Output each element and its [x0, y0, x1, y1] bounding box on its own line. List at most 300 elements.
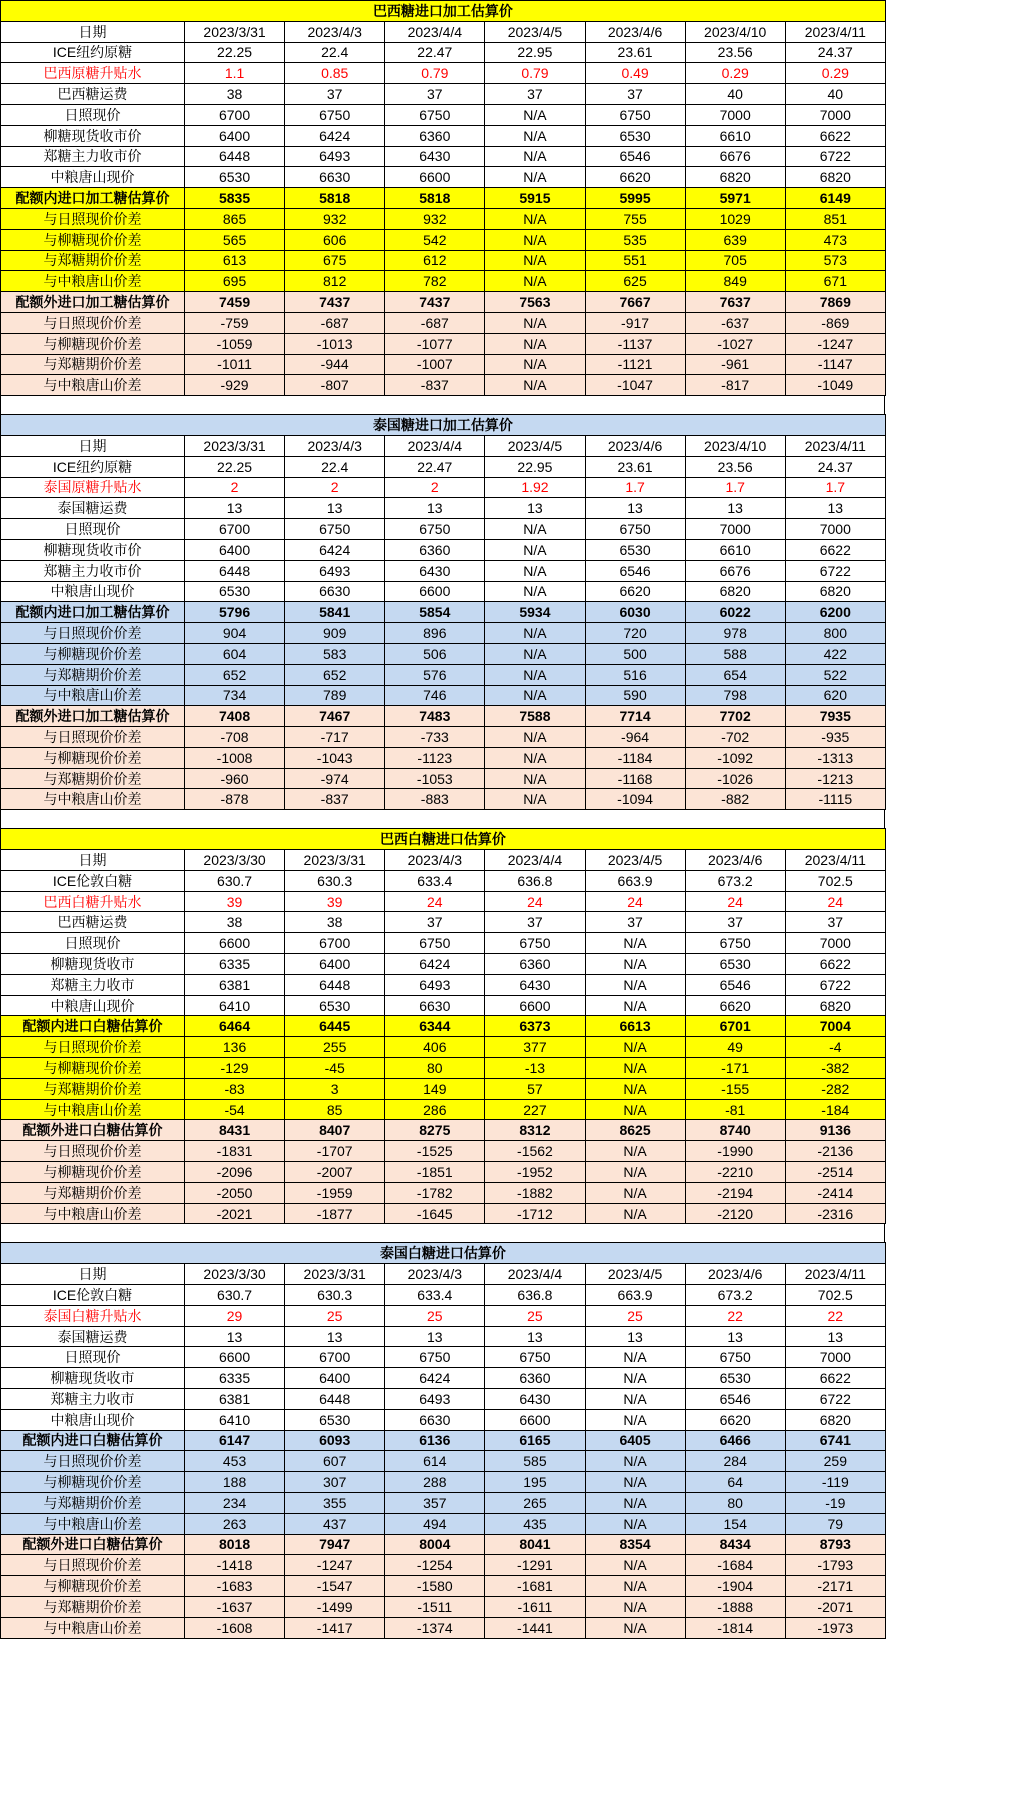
- value-cell: -1168: [585, 768, 685, 789]
- value-cell: 29: [185, 1305, 285, 1326]
- value-cell: 978: [685, 623, 785, 644]
- row-label: 配额外进口白糖估算价: [1, 1120, 185, 1141]
- row-label: 配额内进口白糖估算价: [1, 1016, 185, 1037]
- value-cell: 6700: [285, 1347, 385, 1368]
- value-cell: 8004: [385, 1534, 485, 1555]
- value-cell: 6405: [585, 1430, 685, 1451]
- value-cell: N/A: [485, 685, 585, 706]
- value-cell: 6530: [185, 581, 285, 602]
- date-header-cell: 2023/4/6: [685, 1264, 785, 1285]
- value-cell: -837: [285, 789, 385, 810]
- row-label: 配额内进口白糖估算价: [1, 1430, 185, 1451]
- value-cell: -382: [785, 1058, 885, 1079]
- value-cell: -929: [185, 375, 285, 396]
- table-row: [1, 870, 886, 891]
- value-cell: 8275: [385, 1120, 485, 1141]
- value-cell: -1094: [585, 789, 685, 810]
- value-cell: 932: [385, 208, 485, 229]
- row-label: 与日照现价价差: [1, 312, 185, 333]
- value-cell: 7437: [385, 292, 485, 313]
- value-cell: -1511: [385, 1596, 485, 1617]
- value-cell: 800: [785, 623, 885, 644]
- value-cell: 307: [285, 1472, 385, 1493]
- value-cell: N/A: [585, 1576, 685, 1597]
- value-cell: N/A: [585, 1617, 685, 1638]
- value-cell: 6200: [785, 602, 885, 623]
- table-row: [1, 1596, 886, 1617]
- date-header-cell: 2023/4/10: [685, 435, 785, 456]
- value-cell: -1013: [285, 333, 385, 354]
- value-cell: 13: [585, 1326, 685, 1347]
- table-row: [1, 933, 886, 954]
- value-cell: 6022: [685, 602, 785, 623]
- value-cell: -1247: [785, 333, 885, 354]
- date-header-cell: 2023/4/11: [785, 850, 885, 871]
- value-cell: 7000: [785, 104, 885, 125]
- row-label: 巴西糖运费: [1, 84, 185, 105]
- value-cell: -184: [785, 1099, 885, 1120]
- value-cell: 6335: [185, 954, 285, 975]
- value-cell: 506: [385, 643, 485, 664]
- table-row: [1, 1430, 886, 1451]
- value-cell: 542: [385, 229, 485, 250]
- value-cell: -282: [785, 1078, 885, 1099]
- row-label: 与郑糖期价价差: [1, 1492, 185, 1513]
- value-cell: -687: [385, 312, 485, 333]
- value-cell: 13: [285, 1326, 385, 1347]
- value-cell: N/A: [585, 1409, 685, 1430]
- table-row: [1, 602, 886, 623]
- row-label: 配额内进口加工糖估算价: [1, 602, 185, 623]
- value-cell: 1029: [685, 208, 785, 229]
- table-row: [1, 1409, 886, 1430]
- value-cell: 6700: [185, 104, 285, 125]
- value-cell: -878: [185, 789, 285, 810]
- value-cell: 6600: [185, 1347, 285, 1368]
- value-cell: 5818: [285, 188, 385, 209]
- value-cell: 40: [685, 84, 785, 105]
- row-label: 配额外进口加工糖估算价: [1, 706, 185, 727]
- table-row: [1, 63, 886, 84]
- value-cell: 13: [385, 1326, 485, 1347]
- date-header-cell: 2023/4/4: [485, 850, 585, 871]
- row-label: 与郑糖期价价差: [1, 1182, 185, 1203]
- value-cell: -1684: [685, 1555, 785, 1576]
- value-cell: 6410: [185, 995, 285, 1016]
- value-cell: 0.49: [585, 63, 685, 84]
- value-cell: -1637: [185, 1596, 285, 1617]
- table-row: [1, 1472, 886, 1493]
- value-cell: 13: [785, 498, 885, 519]
- value-cell: 188: [185, 1472, 285, 1493]
- row-label: 日期: [1, 1264, 185, 1285]
- value-cell: 583: [285, 643, 385, 664]
- value-cell: 6750: [585, 104, 685, 125]
- value-cell: 6820: [685, 167, 785, 188]
- value-cell: 6546: [585, 146, 685, 167]
- date-header-cell: 2023/3/30: [185, 1264, 285, 1285]
- table-row: [1, 1120, 886, 1141]
- value-cell: -2414: [785, 1182, 885, 1203]
- value-cell: -1115: [785, 789, 885, 810]
- value-cell: -81: [685, 1099, 785, 1120]
- row-label: 与柳糖现价价差: [1, 1576, 185, 1597]
- value-cell: N/A: [485, 104, 585, 125]
- value-cell: 37: [385, 912, 485, 933]
- value-cell: 22.25: [185, 42, 285, 63]
- table-row: [1, 581, 886, 602]
- value-cell: 6546: [685, 1389, 785, 1410]
- value-cell: 37: [485, 912, 585, 933]
- row-label: 与郑糖期价价差: [1, 354, 185, 375]
- row-label: 与郑糖期价价差: [1, 664, 185, 685]
- date-header-cell: 2023/3/30: [185, 850, 285, 871]
- date-header-cell: 2023/3/31: [285, 850, 385, 871]
- price-table: [0, 1242, 886, 1638]
- value-cell: N/A: [585, 1451, 685, 1472]
- value-cell: -1547: [285, 1576, 385, 1597]
- section-title: 巴西糖进口加工估算价: [1, 1, 886, 22]
- value-cell: -1952: [485, 1162, 585, 1183]
- value-cell: 7437: [285, 292, 385, 313]
- value-cell: 8018: [185, 1534, 285, 1555]
- value-cell: 23.61: [585, 456, 685, 477]
- value-cell: -1047: [585, 375, 685, 396]
- value-cell: -1137: [585, 333, 685, 354]
- value-cell: 5796: [185, 602, 285, 623]
- value-cell: -1441: [485, 1617, 585, 1638]
- table-row: [1, 1305, 886, 1326]
- value-cell: 25: [385, 1305, 485, 1326]
- value-cell: 494: [385, 1513, 485, 1534]
- value-cell: N/A: [485, 208, 585, 229]
- date-header-cell: 2023/3/31: [185, 21, 285, 42]
- value-cell: 0.79: [485, 63, 585, 84]
- value-cell: 6448: [285, 974, 385, 995]
- value-cell: 8041: [485, 1534, 585, 1555]
- table-row: [1, 188, 886, 209]
- date-header-cell: 2023/4/4: [385, 435, 485, 456]
- row-label: 日期: [1, 21, 185, 42]
- value-cell: 22.95: [485, 42, 585, 63]
- value-cell: 24: [385, 891, 485, 912]
- value-cell: 636.8: [485, 870, 585, 891]
- value-cell: 6530: [285, 1409, 385, 1430]
- table-row: [1, 1492, 886, 1513]
- value-cell: -45: [285, 1058, 385, 1079]
- table-row: [1, 1099, 886, 1120]
- row-label: 郑糖主力收市: [1, 1389, 185, 1410]
- value-cell: 7667: [585, 292, 685, 313]
- header-row: [1, 435, 886, 456]
- value-cell: N/A: [585, 974, 685, 995]
- value-cell: 227: [485, 1099, 585, 1120]
- value-cell: 24: [685, 891, 785, 912]
- value-cell: 6149: [785, 188, 885, 209]
- value-cell: 7714: [585, 706, 685, 727]
- row-label: 柳糖现货收市价: [1, 539, 185, 560]
- value-cell: 22.4: [285, 456, 385, 477]
- value-cell: 705: [685, 250, 785, 271]
- value-cell: 195: [485, 1472, 585, 1493]
- value-cell: 284: [685, 1451, 785, 1472]
- value-cell: -917: [585, 312, 685, 333]
- value-cell: 6676: [685, 146, 785, 167]
- date-header-cell: 2023/3/31: [185, 435, 285, 456]
- value-cell: N/A: [485, 519, 585, 540]
- value-cell: 13: [185, 1326, 285, 1347]
- value-cell: N/A: [585, 1203, 685, 1224]
- value-cell: 654: [685, 664, 785, 685]
- value-cell: 6493: [285, 560, 385, 581]
- value-cell: 652: [285, 664, 385, 685]
- value-cell: 633.4: [385, 1285, 485, 1306]
- value-cell: N/A: [485, 250, 585, 271]
- value-cell: 607: [285, 1451, 385, 1472]
- value-cell: -1707: [285, 1141, 385, 1162]
- value-cell: -13: [485, 1058, 585, 1079]
- value-cell: 6630: [385, 995, 485, 1016]
- value-cell: 6750: [385, 1347, 485, 1368]
- value-cell: 8625: [585, 1120, 685, 1141]
- value-cell: -1831: [185, 1141, 285, 1162]
- row-label: 柳糖现货收市: [1, 1368, 185, 1389]
- value-cell: 663.9: [585, 870, 685, 891]
- table-row: [1, 354, 886, 375]
- table-row: [1, 104, 886, 125]
- value-cell: 6741: [785, 1430, 885, 1451]
- value-cell: 6466: [685, 1430, 785, 1451]
- table-row: [1, 1389, 886, 1410]
- value-cell: 6750: [485, 1347, 585, 1368]
- date-header-cell: 2023/4/10: [685, 21, 785, 42]
- value-cell: 64: [685, 1472, 785, 1493]
- value-cell: 6622: [785, 125, 885, 146]
- value-cell: 37: [785, 912, 885, 933]
- value-cell: 630.7: [185, 870, 285, 891]
- value-cell: 22: [685, 1305, 785, 1326]
- value-cell: 37: [485, 84, 585, 105]
- value-cell: 255: [285, 1037, 385, 1058]
- row-label: 与日照现价价差: [1, 727, 185, 748]
- value-cell: -1814: [685, 1617, 785, 1638]
- value-cell: 22.47: [385, 456, 485, 477]
- value-cell: 6622: [785, 1368, 885, 1389]
- table-row: [1, 1016, 886, 1037]
- value-cell: 6610: [685, 539, 785, 560]
- value-cell: -1782: [385, 1182, 485, 1203]
- value-cell: N/A: [585, 1389, 685, 1410]
- value-cell: 0.29: [785, 63, 885, 84]
- value-cell: -1793: [785, 1555, 885, 1576]
- value-cell: 1.7: [585, 477, 685, 498]
- value-cell: 702.5: [785, 870, 885, 891]
- value-cell: 1.7: [685, 477, 785, 498]
- value-cell: 6360: [485, 1368, 585, 1389]
- row-label: 与郑糖期价价差: [1, 768, 185, 789]
- value-cell: 7000: [685, 104, 785, 125]
- value-cell: 6750: [685, 933, 785, 954]
- date-header-cell: 2023/4/6: [585, 21, 685, 42]
- row-label: 中粮唐山现价: [1, 995, 185, 1016]
- value-cell: -2050: [185, 1182, 285, 1203]
- value-cell: 782: [385, 271, 485, 292]
- value-cell: 636.8: [485, 1285, 585, 1306]
- price-section: [0, 828, 885, 1224]
- table-row: [1, 685, 886, 706]
- row-label: 与柳糖现价价差: [1, 643, 185, 664]
- value-cell: -1313: [785, 747, 885, 768]
- value-cell: 422: [785, 643, 885, 664]
- value-cell: 6750: [385, 519, 485, 540]
- row-label: 与日照现价价差: [1, 1555, 185, 1576]
- value-cell: 7563: [485, 292, 585, 313]
- value-cell: 6750: [385, 933, 485, 954]
- table-row: [1, 167, 886, 188]
- value-cell: -54: [185, 1099, 285, 1120]
- value-cell: 6620: [585, 581, 685, 602]
- row-label: ICE纽约原糖: [1, 456, 185, 477]
- value-cell: N/A: [585, 1347, 685, 1368]
- price-section: [0, 1242, 885, 1638]
- value-cell: 7000: [785, 933, 885, 954]
- value-cell: 7637: [685, 292, 785, 313]
- value-cell: 25: [585, 1305, 685, 1326]
- date-header-cell: 2023/4/4: [485, 1264, 585, 1285]
- value-cell: 6430: [385, 560, 485, 581]
- row-label: 柳糖现货收市: [1, 954, 185, 975]
- value-cell: 13: [685, 1326, 785, 1347]
- value-cell: -717: [285, 727, 385, 748]
- value-cell: -2194: [685, 1182, 785, 1203]
- header-row: [1, 21, 886, 42]
- value-cell: -2021: [185, 1203, 285, 1224]
- section-spacer: [0, 810, 885, 828]
- value-cell: -702: [685, 727, 785, 748]
- value-cell: -1611: [485, 1596, 585, 1617]
- table-row: [1, 1203, 886, 1224]
- value-cell: 13: [485, 1326, 585, 1347]
- value-cell: 8740: [685, 1120, 785, 1141]
- table-row: [1, 1162, 886, 1183]
- value-cell: -1007: [385, 354, 485, 375]
- price-table: [0, 0, 886, 396]
- value-cell: 6030: [585, 602, 685, 623]
- value-cell: 6820: [785, 581, 885, 602]
- value-cell: -1683: [185, 1576, 285, 1597]
- price-section: [0, 414, 885, 810]
- value-cell: 663.9: [585, 1285, 685, 1306]
- value-cell: 1.7: [785, 477, 885, 498]
- value-cell: 639: [685, 229, 785, 250]
- row-label: 泰国糖运费: [1, 1326, 185, 1347]
- value-cell: 7459: [185, 292, 285, 313]
- value-cell: 406: [385, 1037, 485, 1058]
- value-cell: 535: [585, 229, 685, 250]
- value-cell: 6600: [385, 167, 485, 188]
- value-cell: 22: [785, 1305, 885, 1326]
- value-cell: 633.4: [385, 870, 485, 891]
- value-cell: 6600: [485, 995, 585, 1016]
- value-cell: 625: [585, 271, 685, 292]
- value-cell: -733: [385, 727, 485, 748]
- value-cell: 6493: [385, 1389, 485, 1410]
- value-cell: 13: [385, 498, 485, 519]
- value-cell: -1580: [385, 1576, 485, 1597]
- value-cell: -935: [785, 727, 885, 748]
- date-header-cell: 2023/4/3: [385, 1264, 485, 1285]
- row-label: 与中粮唐山价差: [1, 375, 185, 396]
- table-row: [1, 208, 886, 229]
- value-cell: 79: [785, 1513, 885, 1534]
- value-cell: 24.37: [785, 456, 885, 477]
- value-cell: -1904: [685, 1576, 785, 1597]
- value-cell: -1959: [285, 1182, 385, 1203]
- value-cell: -1043: [285, 747, 385, 768]
- value-cell: -1053: [385, 768, 485, 789]
- value-cell: 746: [385, 685, 485, 706]
- value-cell: 6620: [585, 167, 685, 188]
- value-cell: -869: [785, 312, 885, 333]
- row-label: 与柳糖现价价差: [1, 747, 185, 768]
- value-cell: 154: [685, 1513, 785, 1534]
- date-header-cell: 2023/4/11: [785, 21, 885, 42]
- table-row: [1, 1141, 886, 1162]
- value-cell: 6750: [285, 519, 385, 540]
- table-row: [1, 539, 886, 560]
- table-row: [1, 1617, 886, 1638]
- value-cell: N/A: [485, 581, 585, 602]
- table-row: [1, 1326, 886, 1347]
- value-cell: 614: [385, 1451, 485, 1472]
- value-cell: N/A: [485, 664, 585, 685]
- value-cell: 7483: [385, 706, 485, 727]
- value-cell: 37: [285, 84, 385, 105]
- value-cell: 5995: [585, 188, 685, 209]
- value-cell: 435: [485, 1513, 585, 1534]
- value-cell: 0.79: [385, 63, 485, 84]
- value-cell: 798: [685, 685, 785, 706]
- table-row: [1, 1078, 886, 1099]
- value-cell: -1882: [485, 1182, 585, 1203]
- value-cell: N/A: [585, 1492, 685, 1513]
- table-row: [1, 271, 886, 292]
- value-cell: -155: [685, 1078, 785, 1099]
- value-cell: 22.95: [485, 456, 585, 477]
- row-label: 与日照现价价差: [1, 208, 185, 229]
- value-cell: -1049: [785, 375, 885, 396]
- value-cell: 136: [185, 1037, 285, 1058]
- value-cell: 6630: [385, 1409, 485, 1430]
- value-cell: N/A: [585, 1058, 685, 1079]
- row-label: 日照现价: [1, 1347, 185, 1368]
- value-cell: 6344: [385, 1016, 485, 1037]
- value-cell: 473: [785, 229, 885, 250]
- value-cell: -2007: [285, 1162, 385, 1183]
- row-label: 配额内进口加工糖估算价: [1, 188, 185, 209]
- row-label: 日期: [1, 435, 185, 456]
- value-cell: 6424: [285, 539, 385, 560]
- value-cell: 851: [785, 208, 885, 229]
- table-row: [1, 125, 886, 146]
- value-cell: N/A: [585, 1555, 685, 1576]
- value-cell: N/A: [585, 1141, 685, 1162]
- value-cell: 7408: [185, 706, 285, 727]
- row-label: 与郑糖期价价差: [1, 1596, 185, 1617]
- value-cell: 6424: [385, 1368, 485, 1389]
- value-cell: -2171: [785, 1576, 885, 1597]
- row-label: 与柳糖现价价差: [1, 1162, 185, 1183]
